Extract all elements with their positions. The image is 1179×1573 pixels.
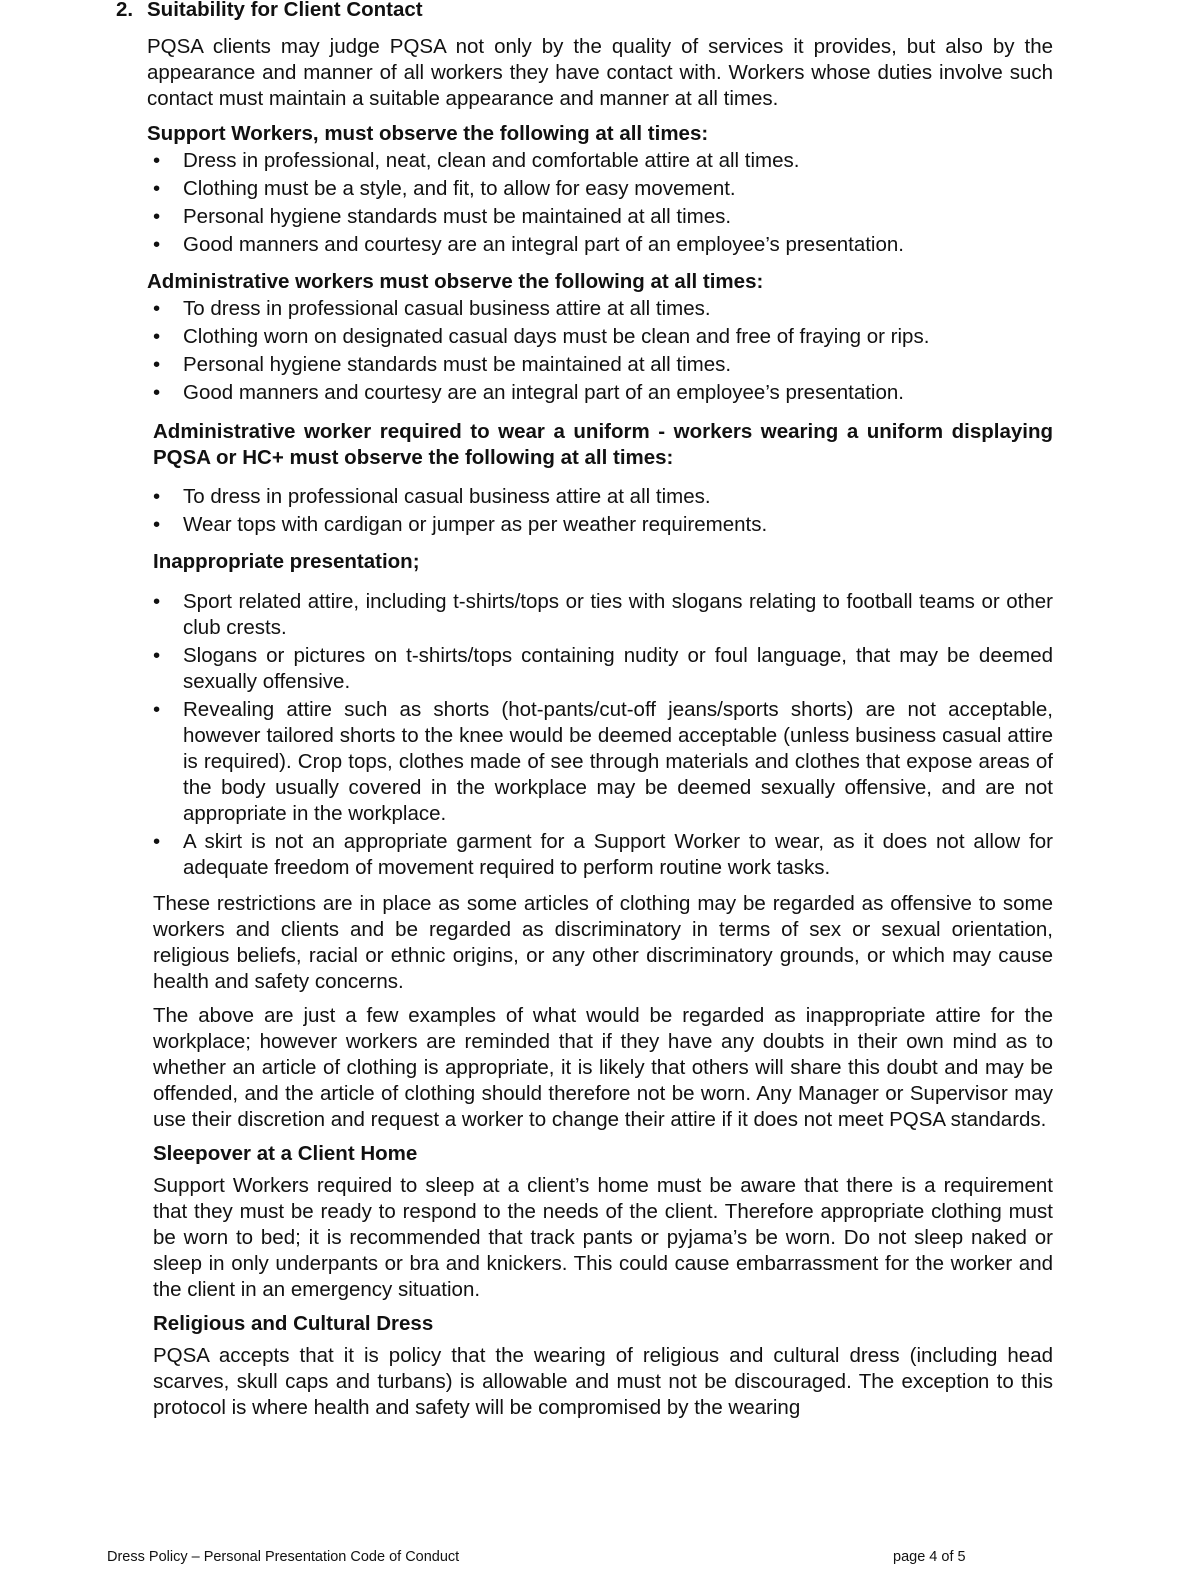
list-item: • Personal hygiene standards must be maintained at all times. [147, 351, 1053, 379]
admin-heading: Administrative workers must observe the following at all times: [147, 270, 764, 293]
list-item: • Clothing worn on designated casual days must be clean and free of fraying or rips. [147, 323, 1053, 351]
admin-list [147, 295, 1053, 407]
list-item: • Dress in professional, neat, clean and comfortable attire at all times. [147, 147, 1053, 175]
list-item: • Clothing must be a style, and fit, to allow for easy movement. [147, 175, 1053, 203]
support-list [147, 147, 1053, 259]
section-title: Suitability for Client Contact [147, 0, 423, 21]
list-item: • Sport related attire, including t-shirts/tops or ties with slogans relating to football teams or other club crests. [147, 589, 1053, 641]
footer-title: Dress Policy – Personal Presentation Code of Conduct [107, 1549, 460, 1565]
list-item: • To dress in professional casual business attire at all times. [147, 295, 1053, 323]
list-item: • To dress in professional casual business attire at all times. [147, 483, 1053, 511]
list-item: • Slogans or pictures on t-shirts/tops containing nudity or foul language, that may be deemed sexually offensive. [147, 643, 1053, 695]
sleepover-heading: Sleepover at a Client Home [153, 1142, 418, 1165]
page-number: page 4 of 5 [893, 1549, 966, 1565]
uniform-list [147, 483, 1053, 539]
section-number: 2. [116, 0, 134, 21]
religious-heading: Religious and Cultural Dress [153, 1312, 434, 1335]
list-item: • Personal hygiene standards must be maintained at all times. [147, 203, 1053, 231]
list-item: • Revealing attire such as shorts (hot-pants/cut-off jeans/sports shorts) are not acceptable, however tailored shorts to the knee would be deemed acceptable (unless business casual attire is required). Crop tops, clothes made of see through materials and clothes that expose areas of the body usually covered in the workplace may be deemed sexually offensive, and are not appropriate in the workplace. [147, 697, 1053, 827]
sleepover-paragraph: Support Workers required to sleep at a client’s home must be aware that there is a requirement that they must be ready to respond to the needs of the client. Therefore appropriate clothing must be worn to bed; it is recommended that track pants or pyjama’s be worn. Do not sleep naked or sleep in only underpants or bra and knickers. This could cause embarrassment for the worker and the client in an emergency situation. [153, 1174, 1053, 1301]
support-heading: Support Workers, must observe the following at all times: [147, 122, 709, 145]
inappropriate-list [147, 589, 1053, 881]
religious-paragraph: PQSA accepts that it is policy that the wearing of religious and cultural dress (including head scarves, skull caps and turbans) is allowable and must not be discouraged. The exception to this protocol is where health and safety will be compromised by the wearing [153, 1344, 1053, 1419]
inappropriate-heading: Inappropriate presentation; [153, 550, 420, 573]
intro-paragraph: PQSA clients may judge PQSA not only by the quality of services it provides, but also by the appearance and manner of all workers they have contact with. Workers whose duties involve such contact must maintain a suitable appearance and manner at all times. [147, 35, 1053, 110]
document-body [147, 0, 1053, 1421]
examples-paragraph: The above are just a few examples of what would be regarded as inappropriate attire for the workplace; however workers are reminded that if they have any doubts in their own mind as to whether an article of clothing is appropriate, it is likely that others will share this doubt and may be offended, and the article of clothing should therefore not be worn. Any Manager or Supervisor may use their discretion and request a worker to change their attire if it does not meet PQSA standards. [153, 1004, 1053, 1131]
list-item: • Wear tops with cardigan or jumper as per weather requirements. [147, 511, 1053, 539]
list-item: • Good manners and courtesy are an integral part of an employee’s presentation. [147, 231, 1053, 259]
uniform-heading: Administrative worker required to wear a uniform - workers wearing a uniform displaying PQSA or HC+ must observe the following at all times: [153, 420, 1053, 469]
restrictions-paragraph: These restrictions are in place as some articles of clothing may be regarded as offensive to some workers and clients and be regarded as discriminatory in terms of sex or sexual orientation, religious beliefs, racial or ethnic origins, or any other discriminatory grounds, or which may cause health and safety concerns. [153, 892, 1053, 993]
list-item: • Good manners and courtesy are an integral part of an employee’s presentation. [147, 379, 1053, 407]
list-item: • A skirt is not an appropriate garment for a Support Worker to wear, as it does not allow for adequate freedom of movement required to perform routine work tasks. [147, 829, 1053, 881]
